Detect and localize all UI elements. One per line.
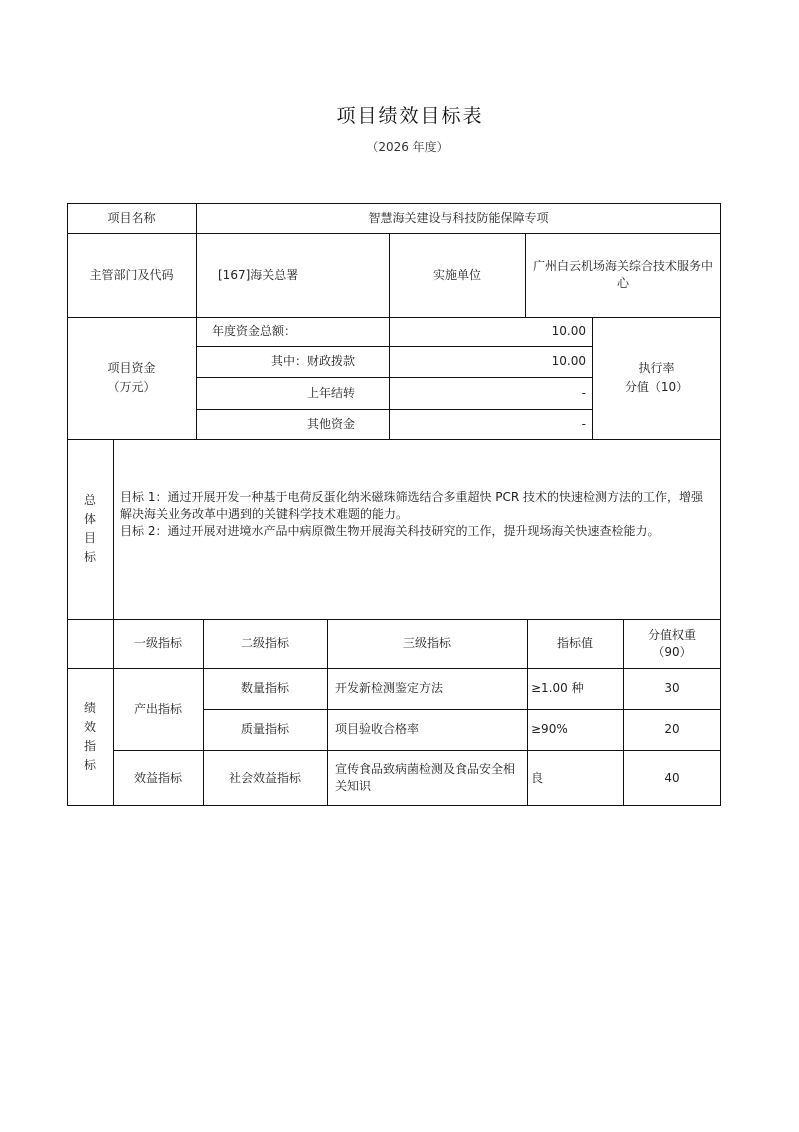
funds-fiscal-value: 10.00	[551, 354, 586, 368]
performance-char-2: 效	[83, 720, 96, 734]
performance-char-3: 指	[83, 739, 96, 753]
row1-weight: 30	[664, 681, 680, 695]
header-weight-line2: （90）	[652, 644, 692, 659]
header-value: 指标值	[556, 636, 593, 650]
header-weight	[623, 619, 721, 668]
impl-unit-value: 广州白云机场海关综合技术服务中心	[533, 259, 714, 290]
execution-rate-label	[592, 317, 721, 439]
overall-goal-text	[120, 489, 715, 540]
header-level3: 三级指标	[402, 636, 451, 650]
row1-level2: 数量指标	[240, 681, 289, 695]
performance-indicator-label	[67, 668, 113, 806]
overall-goal-label	[67, 439, 113, 619]
funds-total-value: 10.00	[551, 324, 586, 338]
row3-weight: 40	[664, 770, 680, 785]
project-name-label: 项目名称	[107, 210, 156, 225]
row2-weight: 20	[664, 722, 680, 736]
header-level1: 一级指标	[133, 636, 182, 650]
performance-char-1: 绩	[83, 701, 96, 715]
funds-other-value: -	[581, 416, 586, 431]
header-level2: 二级指标	[240, 636, 289, 650]
page-title: 项目绩效目标表	[336, 105, 484, 127]
goal-2: 目标 2：通过开展对进境水产品中病原微生物开展海关科技研究的工作，提升现场海关快速查检能力。	[120, 524, 660, 538]
dept-label: 主管部门及代码	[89, 267, 174, 282]
header-weight-line1: 分值权重	[647, 627, 696, 642]
execution-rate-line2: 分值（10）	[624, 380, 689, 394]
row3-level3: 宣传食品致病菌检测及食品安全相关知识	[335, 762, 516, 793]
goal-1: 目标 1：通过开展开发一种基于电荷反蛋化纳米磁珠筛选结合多重超快 PCR 技术的快速检测方法的工作，增强解决海关业务改革中遇到的关键科学技术难题的能力。	[120, 490, 704, 521]
row1-value: ≥1.00 种	[531, 681, 584, 695]
funds-total-label: 年度资金总额：	[212, 324, 297, 338]
funds-fiscal-label: 其中：财政拨款	[270, 354, 355, 368]
project-name-value: 智慧海关建设与科技防能保障专项	[368, 210, 549, 225]
row2-level3: 项目验收合格率	[335, 722, 420, 736]
funds-label-line1: 项目资金	[107, 361, 156, 375]
row3-level1: 效益指标	[133, 770, 182, 785]
overall-goal-char-4: 标	[83, 550, 96, 564]
overall-goal-char-3: 目	[83, 531, 96, 545]
funds-other-label: 其他资金	[306, 416, 355, 431]
overall-goal-char-2: 体	[83, 512, 96, 526]
funds-label-line2: （万元）	[107, 380, 156, 394]
row2-level2: 质量指标	[240, 722, 289, 736]
dept-value: [167]海关总署	[218, 267, 299, 282]
row3-value: 良	[531, 770, 544, 785]
execution-rate-line1: 执行率	[638, 361, 675, 375]
row2-value: ≥90%	[531, 722, 568, 736]
performance-char-4: 标	[83, 758, 96, 772]
row1-level3: 开发新检测鉴定方法	[335, 681, 444, 695]
row1-level1: 产出指标	[133, 701, 182, 716]
row3-level2: 社会效益指标	[228, 770, 301, 785]
funds-carryover-value: -	[581, 385, 586, 400]
funds-label	[67, 317, 196, 439]
overall-goal-char-1: 总	[83, 493, 96, 507]
impl-unit-label: 实施单位	[432, 267, 481, 282]
funds-carryover-label: 上年结转	[306, 385, 355, 400]
page-subtitle-year: （2026 年度）	[366, 140, 449, 154]
